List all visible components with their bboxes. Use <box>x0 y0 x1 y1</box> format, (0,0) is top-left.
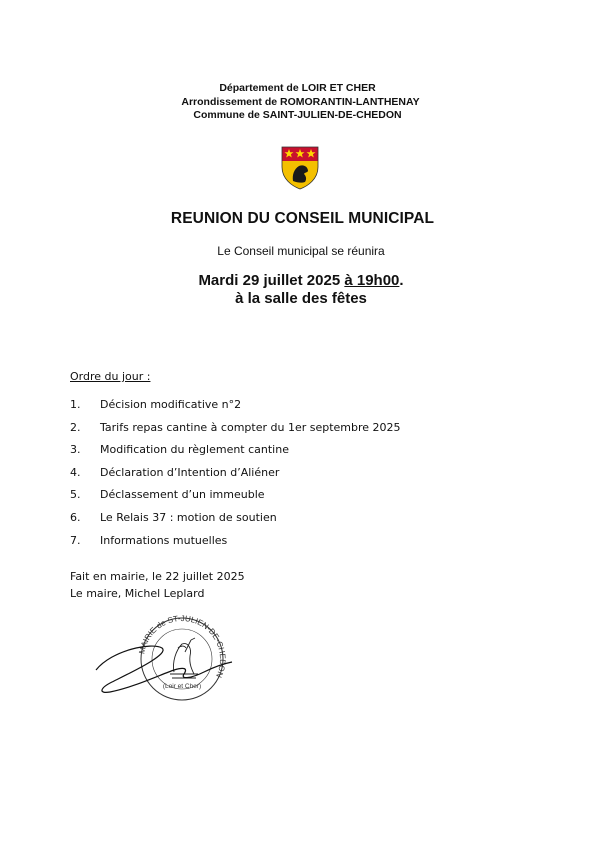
agenda-item-number: 7. <box>70 533 81 547</box>
stamp-bottom-text: (Loir et Cher) <box>162 683 202 690</box>
arrondissement-line: Arrondissement de ROMORANTIN-LANTHENAY <box>181 95 420 108</box>
agenda-item-number: 6. <box>70 510 81 524</box>
closing-signatory: Le maire, Michel Leplard <box>70 587 205 600</box>
marianne-figure-icon <box>170 638 198 678</box>
date-time: à 19h00 <box>344 272 400 289</box>
agenda-item-text: Déclassement d’un immeuble <box>100 488 265 502</box>
agenda-item-text: Le Relais 37 : motion de soutien <box>100 510 277 524</box>
meeting-place: à la salle des fêtes <box>235 290 367 307</box>
stamp-ring-tspan: MAIRIE de ST-JULIEN-DE-CHEDON <box>137 613 228 679</box>
meeting-date <box>0 272 595 290</box>
department-line: Département de LOIR ET CHER <box>219 82 376 94</box>
commune-crest-icon <box>280 145 320 191</box>
commune-line: Commune de SAINT-JULIEN-DE-CHEDON <box>193 109 402 121</box>
closing-block <box>70 568 245 602</box>
meeting-title: REUNION DU CONSEIL MUNICIPAL <box>170 210 435 227</box>
agenda-item-text: Déclaration d’Intention d’Aliéner <box>100 465 280 479</box>
agenda-item-number: 4. <box>70 465 81 479</box>
date-prefix: Mardi 29 juillet 2025 <box>198 272 345 289</box>
agenda-item-number: 1. <box>70 398 81 411</box>
mayor-stamp-signature <box>92 612 242 707</box>
closing-place-date: Fait en mairie, le 22 juillet 2025 <box>70 570 245 583</box>
agenda-item-text: Décision modificative n°2 <box>100 398 242 411</box>
agenda-item-number: 3. <box>70 443 81 457</box>
date-suffix: . <box>399 272 404 289</box>
agenda-item-text: Modification du règlement cantine <box>100 443 289 457</box>
agenda-heading: Ordre du jour : <box>70 370 151 383</box>
meeting-subtitle: Le Conseil municipal se réunira <box>217 244 385 258</box>
agenda-item-number: 2. <box>70 420 81 434</box>
agenda-item-text: Tarifs repas cantine à compter du 1er septembre 2025 <box>100 420 401 434</box>
letterhead <box>0 82 595 123</box>
agenda-item-text: Informations mutuelles <box>100 533 228 547</box>
agenda-item-number: 5. <box>70 488 81 502</box>
